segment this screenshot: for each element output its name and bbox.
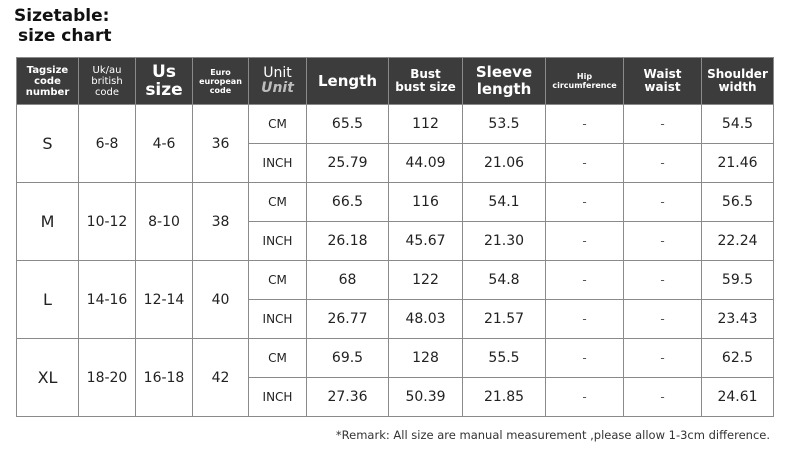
table-row [17,261,774,300]
bust-cell: 50.39 [389,378,463,417]
uk-size-cell: 14-16 [79,261,136,339]
shoulder-cell: 62.5 [702,339,774,378]
unit-cell: CM [249,339,307,378]
length-cell: 65.5 [307,105,389,144]
size-cell: M [17,183,79,261]
hip-cell: - [546,378,624,417]
header-euro-size: Euro european code [193,58,249,105]
header-tagsize: Tagsize code number [17,58,79,105]
length-cell: 25.79 [307,144,389,183]
header-bust: Bust bust size [389,58,463,105]
hip-cell: - [546,261,624,300]
shoulder-cell: 54.5 [702,105,774,144]
waist-cell: - [624,261,702,300]
header-waist: Waist waist [624,58,702,105]
waist-cell: - [624,183,702,222]
unit-cell: INCH [249,378,307,417]
unit-cell: INCH [249,300,307,339]
header-uk-size: Uk/au british code [79,58,136,105]
us-size-cell: 4-6 [136,105,193,183]
shoulder-cell: 59.5 [702,261,774,300]
waist-cell: - [624,339,702,378]
bust-cell: 116 [389,183,463,222]
length-cell: 66.5 [307,183,389,222]
size-chart-table [16,57,774,417]
waist-cell: - [624,300,702,339]
waist-cell: - [624,105,702,144]
table-row [17,339,774,378]
unit-cell: INCH [249,222,307,261]
sleeve-cell: 21.06 [463,144,546,183]
sleeve-cell: 54.8 [463,261,546,300]
hip-cell: - [546,144,624,183]
hip-cell: - [546,339,624,378]
sleeve-cell: 21.30 [463,222,546,261]
shoulder-cell: 21.46 [702,144,774,183]
euro-size-cell: 42 [193,339,249,417]
hip-cell: - [546,105,624,144]
remark-note: *Remark: All size are manual measurement ,please allow 1-3cm difference. [335,428,770,442]
us-size-cell: 8-10 [136,183,193,261]
hip-cell: - [546,183,624,222]
length-cell: 26.18 [307,222,389,261]
header-sleeve-length: Sleeve length [463,58,546,105]
hip-cell: - [546,300,624,339]
header-us-size: Us size [136,58,193,105]
bust-cell: 128 [389,339,463,378]
sleeve-cell: 21.85 [463,378,546,417]
table-row [17,183,774,222]
hip-cell: - [546,222,624,261]
us-size-cell: 12-14 [136,261,193,339]
title-line-1: Sizetable: [14,6,110,26]
shoulder-cell: 23.43 [702,300,774,339]
us-size-cell: 16-18 [136,339,193,417]
bust-cell: 45.67 [389,222,463,261]
header-shoulder-width: Shoulder width [702,58,774,105]
page-title [14,6,111,46]
shoulder-cell: 56.5 [702,183,774,222]
header-hip: Hip circumference [546,58,624,105]
size-cell: XL [17,339,79,417]
header-row [17,58,774,105]
bust-cell: 122 [389,261,463,300]
unit-cell: CM [249,183,307,222]
uk-size-cell: 18-20 [79,339,136,417]
bust-cell: 44.09 [389,144,463,183]
length-cell: 68 [307,261,389,300]
unit-cell: CM [249,261,307,300]
title-line-2: size chart [18,26,112,46]
length-cell: 26.77 [307,300,389,339]
euro-size-cell: 40 [193,261,249,339]
size-cell: S [17,105,79,183]
sleeve-cell: 55.5 [463,339,546,378]
sleeve-cell: 53.5 [463,105,546,144]
table-row [17,105,774,144]
unit-cell: CM [249,105,307,144]
sleeve-cell: 54.1 [463,183,546,222]
euro-size-cell: 38 [193,183,249,261]
length-cell: 27.36 [307,378,389,417]
size-cell: L [17,261,79,339]
header-length: Length [307,58,389,105]
shoulder-cell: 22.24 [702,222,774,261]
header-unit: Unit Unit [249,58,307,105]
length-cell: 69.5 [307,339,389,378]
size-table-body [17,105,774,417]
waist-cell: - [624,144,702,183]
uk-size-cell: 10-12 [79,183,136,261]
shoulder-cell: 24.61 [702,378,774,417]
euro-size-cell: 36 [193,105,249,183]
bust-cell: 112 [389,105,463,144]
bust-cell: 48.03 [389,300,463,339]
uk-size-cell: 6-8 [79,105,136,183]
waist-cell: - [624,378,702,417]
waist-cell: - [624,222,702,261]
sleeve-cell: 21.57 [463,300,546,339]
unit-cell: INCH [249,144,307,183]
